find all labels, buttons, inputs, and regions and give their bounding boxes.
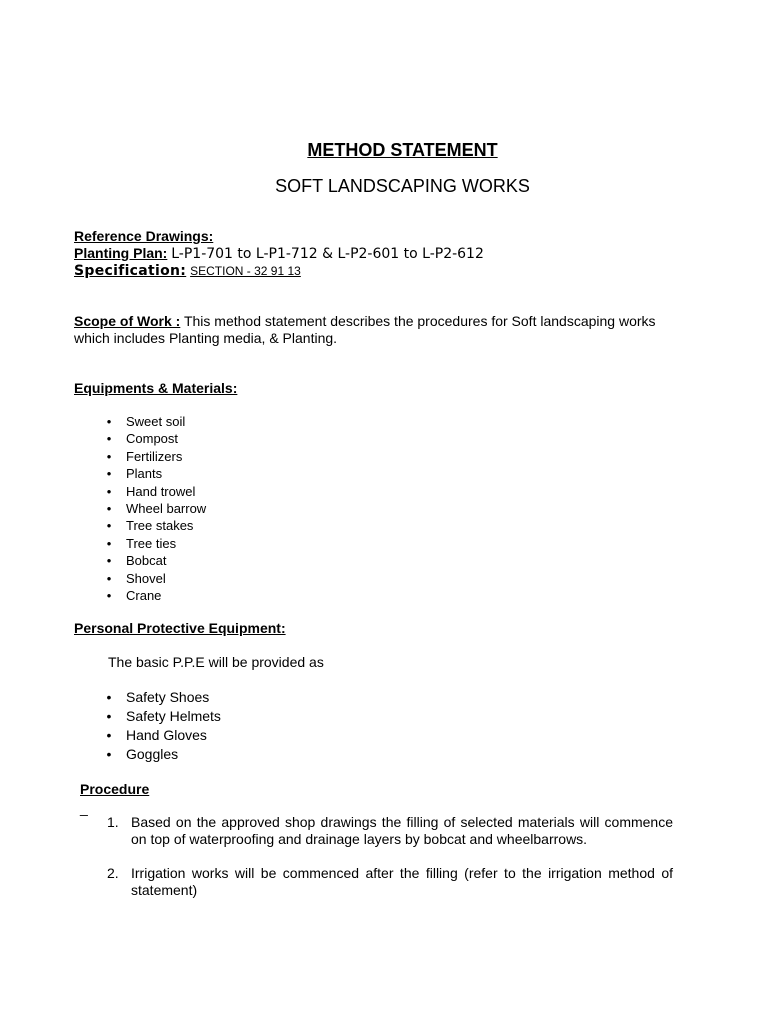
- equipment-item-label: Tree ties: [126, 535, 177, 551]
- equipment-list: [104, 413, 206, 604]
- equipment-item-label: Wheel barrow: [126, 500, 207, 516]
- planting-plan-line: [74, 245, 484, 262]
- equipment-item: [104, 413, 206, 430]
- equipment-item: [104, 552, 206, 569]
- ppe-item: [104, 707, 221, 726]
- equipment-item: [104, 570, 206, 587]
- equipment-heading: Equipments & Materials:: [74, 380, 238, 396]
- ppe-item: [104, 745, 221, 764]
- scope-text: This method statement describes the procedures for Soft landscaping works which includes Planting media, & Planting.: [74, 313, 656, 346]
- scope-label: Scope of Work :: [74, 313, 181, 329]
- equipment-item: [104, 448, 206, 465]
- procedure-steps: [107, 814, 673, 899]
- planting-plan-label: Planting Plan:: [74, 245, 168, 261]
- procedure-step: [107, 865, 673, 899]
- procedure-step-number: 2.: [107, 865, 119, 881]
- bullet-icon: •: [106, 553, 112, 569]
- specification-line: [74, 262, 301, 279]
- bullet-icon: •: [106, 570, 112, 586]
- document-subtitle: SOFT LANDSCAPING WORKS: [275, 176, 530, 196]
- equipment-item: [104, 430, 206, 447]
- equipment-item-label: Tree stakes: [126, 518, 194, 534]
- ppe-heading: Personal Protective Equipment:: [74, 620, 286, 636]
- ppe-item-label: Hand Gloves: [126, 727, 207, 743]
- reference-drawings-heading: [74, 228, 213, 244]
- bullet-icon: •: [106, 414, 112, 429]
- ppe-item-label: Safety Helmets: [126, 708, 221, 724]
- equipment-item-label: Bobcat: [126, 553, 167, 569]
- procedure-step-number: 1.: [107, 814, 119, 830]
- specification-label: Specification:: [74, 263, 187, 279]
- equipment-item-label: Fertilizers: [126, 448, 183, 464]
- ppe-item: [104, 726, 221, 745]
- procedure-step-text: Based on the approved shop drawings the filling of selected materials will commence on top of waterproofing and drainage layers by bobcat and wheelbarrows.: [131, 814, 673, 847]
- equipment-item: [104, 535, 206, 552]
- bullet-icon: •: [106, 535, 112, 551]
- bullet-icon: •: [106, 483, 112, 499]
- bullet-icon: •: [106, 587, 112, 603]
- ppe-list: [104, 688, 221, 764]
- bullet-icon: •: [106, 466, 112, 482]
- ppe-item-label: Safety Shoes: [126, 689, 210, 705]
- equipment-item-label: Compost: [126, 431, 179, 447]
- bullet-icon: •: [106, 727, 112, 743]
- ppe-intro: The basic P.P.E will be provided as: [108, 654, 324, 670]
- scope-of-work: [74, 313, 674, 347]
- bullet-icon: •: [106, 448, 112, 464]
- equipment-item: [104, 465, 206, 482]
- reference-drawings-label: Reference Drawings:: [74, 228, 214, 244]
- equipment-item: [104, 500, 206, 517]
- ppe-item-label: Goggles: [126, 746, 179, 762]
- bullet-icon: •: [106, 518, 112, 534]
- procedure-step-text: Irrigation works will be commenced after the filling (refer to the irrigation method of statement): [131, 865, 673, 898]
- specification-value: SECTION - 32 91 13: [190, 264, 301, 278]
- equipment-item-label: Shovel: [126, 570, 166, 586]
- ppe-item: [104, 688, 221, 707]
- equipment-item: [104, 483, 206, 500]
- equipment-item-label: Sweet soil: [126, 414, 186, 429]
- equipment-item-label: Hand trowel: [126, 483, 196, 499]
- bullet-icon: •: [106, 689, 112, 705]
- procedure-heading: Procedure: [80, 781, 150, 797]
- bullet-icon: •: [106, 746, 112, 762]
- equipment-item-label: Plants: [126, 466, 163, 482]
- equipment-item-label: Crane: [126, 587, 162, 603]
- bullet-icon: •: [106, 708, 112, 724]
- procedure-dash: _: [80, 800, 88, 816]
- equipment-item: [104, 517, 206, 534]
- equipment-item: [104, 587, 206, 604]
- document-title: METHOD STATEMENT: [307, 140, 498, 160]
- bullet-icon: •: [106, 500, 112, 516]
- bullet-icon: •: [106, 431, 112, 447]
- procedure-step: [107, 814, 673, 848]
- planting-plan-value: L-P1-701 to L-P1-712 & L-P2-601 to L-P2-612: [171, 246, 484, 262]
